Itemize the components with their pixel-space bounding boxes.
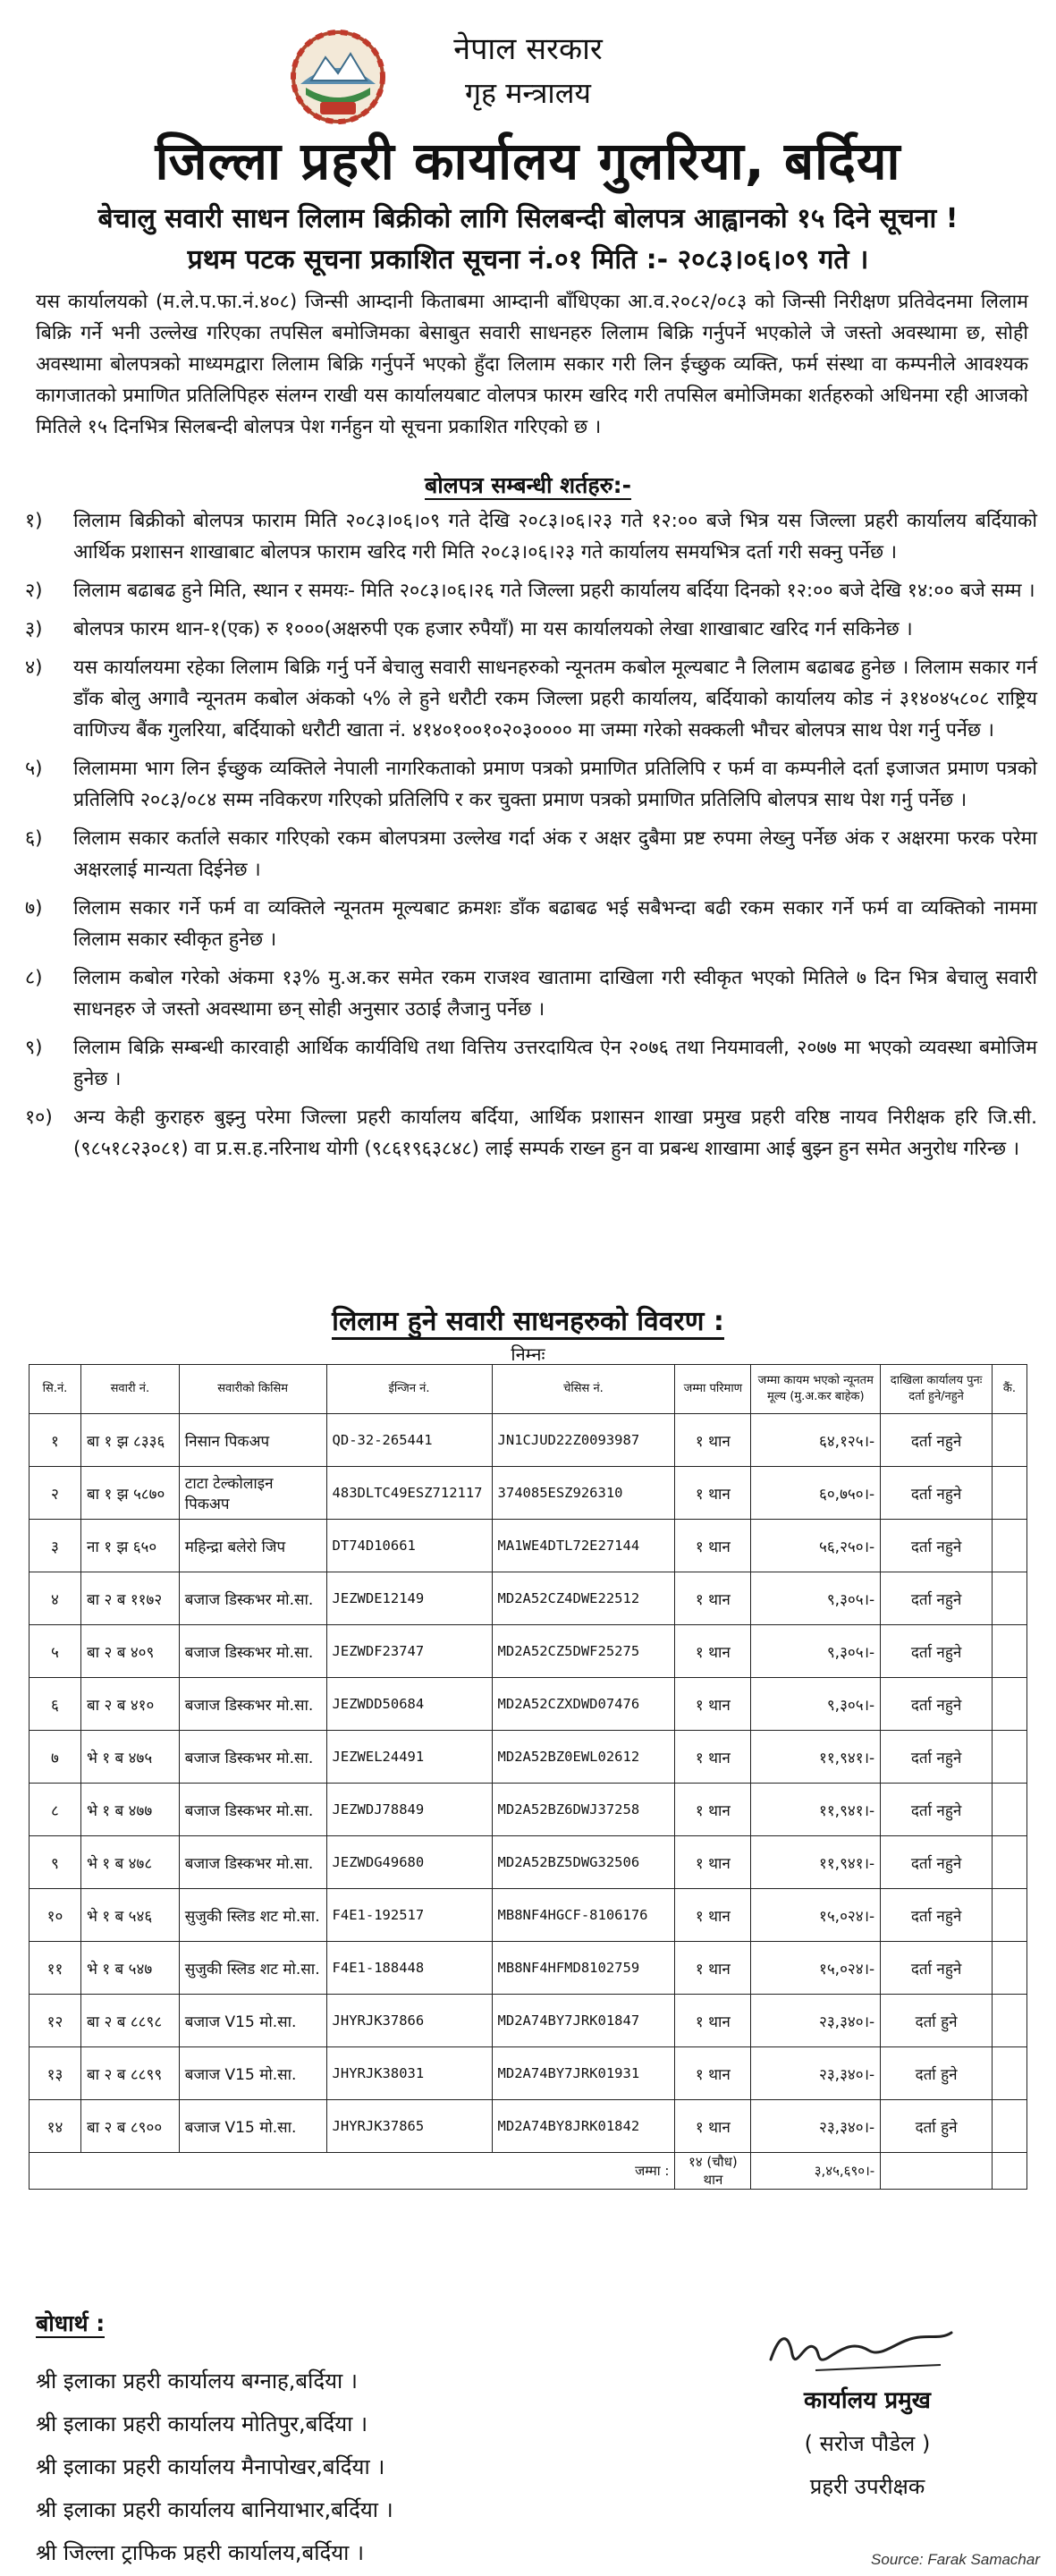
condition-item: ९) लिलाम बिक्रि सम्बन्धी कारवाही आर्थिक कार्यविधि तथा वित्तिय उत्तरदायित्व ऐन २०७६ तथा नियमावली, २०७७ मा भएको व्यवस्था बमोजिम हुनेछ । — [25, 1037, 1037, 1090]
table-row: ४ बा २ ब ११७२ बजाज डिस्कभर मो.सा. JEZWDE12149 MD2A52CZ4DWE22512 १ थान ९,३०५।- दर्ता नहुने — [30, 1572, 1027, 1625]
header-cell: कैं. — [992, 1365, 1026, 1414]
table-row: १२ बा २ ब ८८९८ बजाज V15 मो.सा. JHYRJK37866 MD2A74BY7JRK01847 १ थान २३,३४०।- दर्ता हुने — [30, 1995, 1027, 2047]
header-cell: जम्मा परिमाण — [675, 1365, 751, 1414]
condition-item: ५) लिलाममा भाग लिन ईच्छुक व्यक्तिले नेपाली नागरिकताको प्रमाण पत्रको प्रमाणित प्रतिलिपि र फर्म वा कम्पनीले दर्ता इजाजत प्रमाण पत्रको प्रतिलिपि २०८३/०८४ सम्म नविकरण गरिएको प्रतिलिपि र कर चुक्ता प्रमाण पत्रको प्रमाणित प्रतिलिपि बोलपत्र साथ पेश गर्नु पर्नेछ । — [25, 758, 1037, 811]
intro-paragraph: यस कार्यालयको (म.ले.प.फा.नं.४०८) जिन्सी आम्दानी किताबमा आम्दानी बाँधिएका आ.व.२०८२/०८३ को जिन्सी निरीक्षण प्रतिवेदनमा लिलाम बिक्रि गर्ने भनी उल्लेख गरिएका तपसिल बमोजिमका बेसाबुत सवारी साधनहरु लिलाम बिक्रि गर्नुपर्ने भएकोले जे जस्तो अवस्थामा छ, सोही अवस्थामा बोलपत्रको माध्यमद्वारा लिलाम बिक्रि गर्नुपर्ने भएको हुँदा लिलाम सकार गरी लिन ईच्छुक व्यक्ति, फर्म संस्था वा कम्पनीले आवश्यक कागजातको प्रमाणित प्रतिलिपिहरु संलग्न राखी यस कार्यालयबाट वोलपत्र फारम खरिद गरी तपसिल बमोजिमका शर्तहरुको अधिनमा रही आजको मितिले १५ दिनभित्र सिलबन्दी बोलपत्र पेश गर्नहुन यो सूचना प्रकाशित गरिएको छ । — [36, 291, 1028, 438]
notice-header — [0, 0, 1056, 275]
government-name: नेपाल सरकार — [453, 31, 603, 67]
vehicles-table — [29, 1364, 1027, 2190]
signatory-rank: प्रहरी उपरीक्षक — [809, 2474, 925, 2499]
condition-item: ४) यस कार्यालयमा रहेका लिलाम बिक्रि गर्नु पर्ने बेचालु सवारी साधनहरुको न्यूनतम कबोल मूल्यबाट नै लिलाम बढाबढ हुनेछ । लिलाम सकार गर्न डाँक बोलु अगावै न्यूनतम कबोल अंकको ५% ले हुने धरौटी रकम जिल्ला प्रहरी कार्यालय, बर्दियाको कार्यालय कोड नं ३१४०४५८०८ राष्ट्रिय वाणिज्य बैंक गुलरिया, बर्दियाको धरौटी खाता नं. ४१४०१००१०२०३०००० मा जम्मा गरेको सक्कली भौचर बोलपत्र साथ पेश गर्नु पर्नेछ । — [25, 657, 1037, 741]
cc-item: श्री इलाका प्रहरी कार्यालय मैनापोखर,बर्दिया । — [36, 2454, 385, 2479]
total-quantity: १४ (चौध) थान — [675, 2153, 751, 2190]
header-cell: जम्मा कायम भएको न्यूनतम मूल्य (मु.अ.कर बाहेक) — [751, 1365, 881, 1414]
cc-list — [36, 2360, 393, 2574]
condition-item: १०) अन्य केही कुराहरु बुझ्नु परेमा जिल्ला प्रहरी कार्यालय बर्दिया, आर्थिक प्रशासन शाखा प्रमुख प्रहरी वरिष्ठ नायव निरीक्षक हरि जि.सी.(९८५१८२३०८१) वा प्र.स.ह.नरिनाथ योगी (९८६१९६३८४८) लाई सम्पर्क राख्न हुन वा प्रबन्ध शाखामा आई बुझ्न हुन समेत अनुरोध गरिन्छ । — [25, 1106, 1037, 1160]
cc-title: बोधार्थ : — [36, 2310, 106, 2336]
ministry-name: गृह मन्त्रालय — [465, 76, 591, 110]
header-cell: चेसिस नं. — [492, 1365, 675, 1414]
notice-title: बेचालु सवारी साधन लिलाम बिक्रीको लागि सिलबन्दी बोलपत्र आह्वानको १५ दिने सूचना ! — [97, 203, 959, 234]
table-subtitle: निम्नः — [511, 1343, 545, 1365]
table-row: ५ बा २ ब ४०९ बजाज डिस्कभर मो.सा. JEZWDF23747 MD2A52CZ5DWF25275 १ थान ९,३०५।- दर्ता नहुने — [30, 1625, 1027, 1678]
signatory-name: ( सरोज पौडेल ) — [804, 2431, 931, 2456]
conditions-heading: बोलपत्र सम्बन्धी शर्तहरु:- — [424, 472, 632, 498]
cc-item: श्री इलाका प्रहरी कार्यालय बानियाभार,बर्दिया । — [36, 2497, 393, 2522]
table-row: ११ भे १ ब ५४७ सुजुकी स्लिड शट मो.सा. F4E1-188448 MB8NF4HFMD8102759 १ थान १५,०२४।- दर्ता नहुने — [30, 1942, 1027, 1995]
cc-item: श्री जिल्ला ट्राफिक प्रहरी कार्यालय,बर्दिया । — [36, 2540, 365, 2565]
table-row: ७ भे १ ब ४७५ बजाज डिस्कभर मो.सा. JEZWEL24491 MD2A52BZ0EWL02612 १ थान ११,९४१।- दर्ता नहुने — [30, 1731, 1027, 1784]
table-title: लिलाम हुने सवारी साधनहरुको विवरण : — [0, 1301, 1056, 1338]
table-row: १० भे १ ब ५४६ सुजुकी स्लिड शट मो.सा. F4E1-192517 MB8NF4HGCF-8106176 १ थान १५,०२४।- दर्ता नहुने — [30, 1889, 1027, 1942]
header-cell: ईन्जिन नं. — [326, 1365, 492, 1414]
table-row: १ बा १ झ ८३३६ निसान पिकअप QD-32-265441 JN1CJUD22Z0093987 १ थान ६४,१२५।- दर्ता नहुने — [30, 1414, 1027, 1467]
condition-item: ७) लिलाम सकार गर्ने फर्म वा व्यक्तिले न्यूनतम मूल्यबाट क्रमशः डाँक बढाबढ भई सबैभन्दा बढी रकम सकार गर्ने फर्म वा व्यक्तिको नाममा लिलाम सकार स्वीकृत हुनेछ । — [25, 897, 1037, 951]
condition-item: ३) बोलपत्र फारम थान-१(एक) रु १०००(अक्षरुपी एक हजार रुपैयाँ) मा यस कार्यालयको लेखा शाखाबाट खरिद गर्न सकिनेछ । — [25, 618, 913, 640]
condition-item: ६) लिलाम सकार कर्ताले सकार गरिएको रकम बोलपत्रमा उल्लेख गर्दा अंक र अक्षर दुबैमा प्रष्ट रुपमा लेख्नु पर्नेछ अंक र अक्षरमा फरक परेमा अक्षरलाई मान्यता दिईनेछ । — [25, 827, 1037, 881]
conditions-list — [18, 505, 1037, 1172]
header-cell: दाखिला कार्यालय पुनः दर्ता हुने/नहुने — [881, 1365, 993, 1414]
publication-line: प्रथम पटक सूचना प्रकाशित सूचना नं.०१ मिति :- २०८३।०६।०९ गते । — [187, 244, 869, 275]
table-row: १३ बा २ ब ८८९९ बजाज V15 मो.सा. JHYRJK38031 MD2A74BY7JRK01931 १ थान २३,३४०।- दर्ता हुने — [30, 2047, 1027, 2100]
cc-item: श्री इलाका प्रहरी कार्यालय मोतिपुर,बर्दिया । — [36, 2411, 368, 2436]
signatory-title: कार्यालय प्रमुख — [804, 2387, 931, 2414]
table-row: ९ भे १ ब ४७८ बजाज डिस्कभर मो.सा. JEZWDG49680 MD2A52BZ5DWG32506 १ थान ११,९४१।- दर्ता नहुने — [30, 1836, 1027, 1889]
office-name: जिल्ला प्रहरी कार्यालय गुलरिया, बर्दिया — [155, 131, 901, 191]
table-row: ६ बा २ ब ४१० बजाज डिस्कभर मो.सा. JEZWDD50684 MD2A52CZXDWD07476 १ थान ९,३०५।- दर्ता नहुने — [30, 1678, 1027, 1731]
table-row: २ बा १ झ ५८७० टाटा टेल्कोलाइन पिकअप 483DLTC49ESZ712117 374085ESZ926310 १ थान ६०,७५०।- दर्ता नहुने — [30, 1467, 1027, 1520]
table-row: १४ बा २ ब ८९०० बजाज V15 मो.सा. JHYRJK37865 MD2A74BY8JRK01842 १ थान २३,३४०।- दर्ता हुने — [30, 2100, 1027, 2153]
total-label: जम्मा : — [30, 2153, 675, 2190]
signature-icon — [762, 2315, 959, 2377]
condition-item: ८) लिलाम कबोल गरेको अंकमा १३% मु.अ.कर समेत रकम राजश्व खातामा दाखिला गरी स्वीकृत भएको मितिले ७ दिन भित्र बेचालु सवारी साधनहरु जे जस्तो अवस्थामा छन् सोही अनुसार उठाई लैजानु पर्नेछ । — [25, 967, 1037, 1021]
table-row: ८ भे १ ब ४७७ बजाज डिस्कभर मो.सा. JEZWDJ78849 MD2A52BZ6DWJ37258 १ थान ११,९४१।- दर्ता नहुने — [30, 1784, 1027, 1836]
condition-item: २) लिलाम बढाबढ हुने मिति, स्थान र समयः- मिति २०८३।०६।२६ गते जिल्ला प्रहरी कार्यालय बर्दिया दिनको १२:०० बजे देखि १४:०० बजे सम्म । — [25, 580, 1035, 602]
table-row: ३ ना १ झ ६५० महिन्द्रा बलेरो जिप DT74D10661 MA1WE4DTL72E27144 १ थान ५६,२५०।- दर्ता नहुने — [30, 1520, 1027, 1572]
table-total-row — [30, 2153, 1027, 2190]
header-cell: सवारीको किसिम — [179, 1365, 326, 1414]
header-cell: सवारी नं. — [80, 1365, 179, 1414]
table-header-row — [30, 1365, 1027, 1414]
source-credit: Source: Farak Samachar — [871, 2551, 1040, 2568]
signatory-block — [733, 2379, 1001, 2508]
header-cell: सि.नं. — [30, 1365, 81, 1414]
cc-item: श्री इलाका प्रहरी कार्यालय बग्नाह,बर्दिया । — [36, 2368, 358, 2394]
condition-item: १) लिलाम बिक्रीको बोलपत्र फाराम मिति २०८३।०६।०९ गते देखि २०८३।०६।२३ गते १२:०० बजे भित्र यस जिल्ला प्रहरी कार्यालय बर्दियाको आर्थिक प्रशासन शाखाबाट बोलपत्र फाराम खरिद गरी मिति २०८३।०६।२३ गते कार्यालय समयभित्र दर्ता गरी सक्नु पर्नेछ । — [25, 510, 1038, 564]
total-price: ३,४५,६९०।- — [751, 2153, 881, 2190]
